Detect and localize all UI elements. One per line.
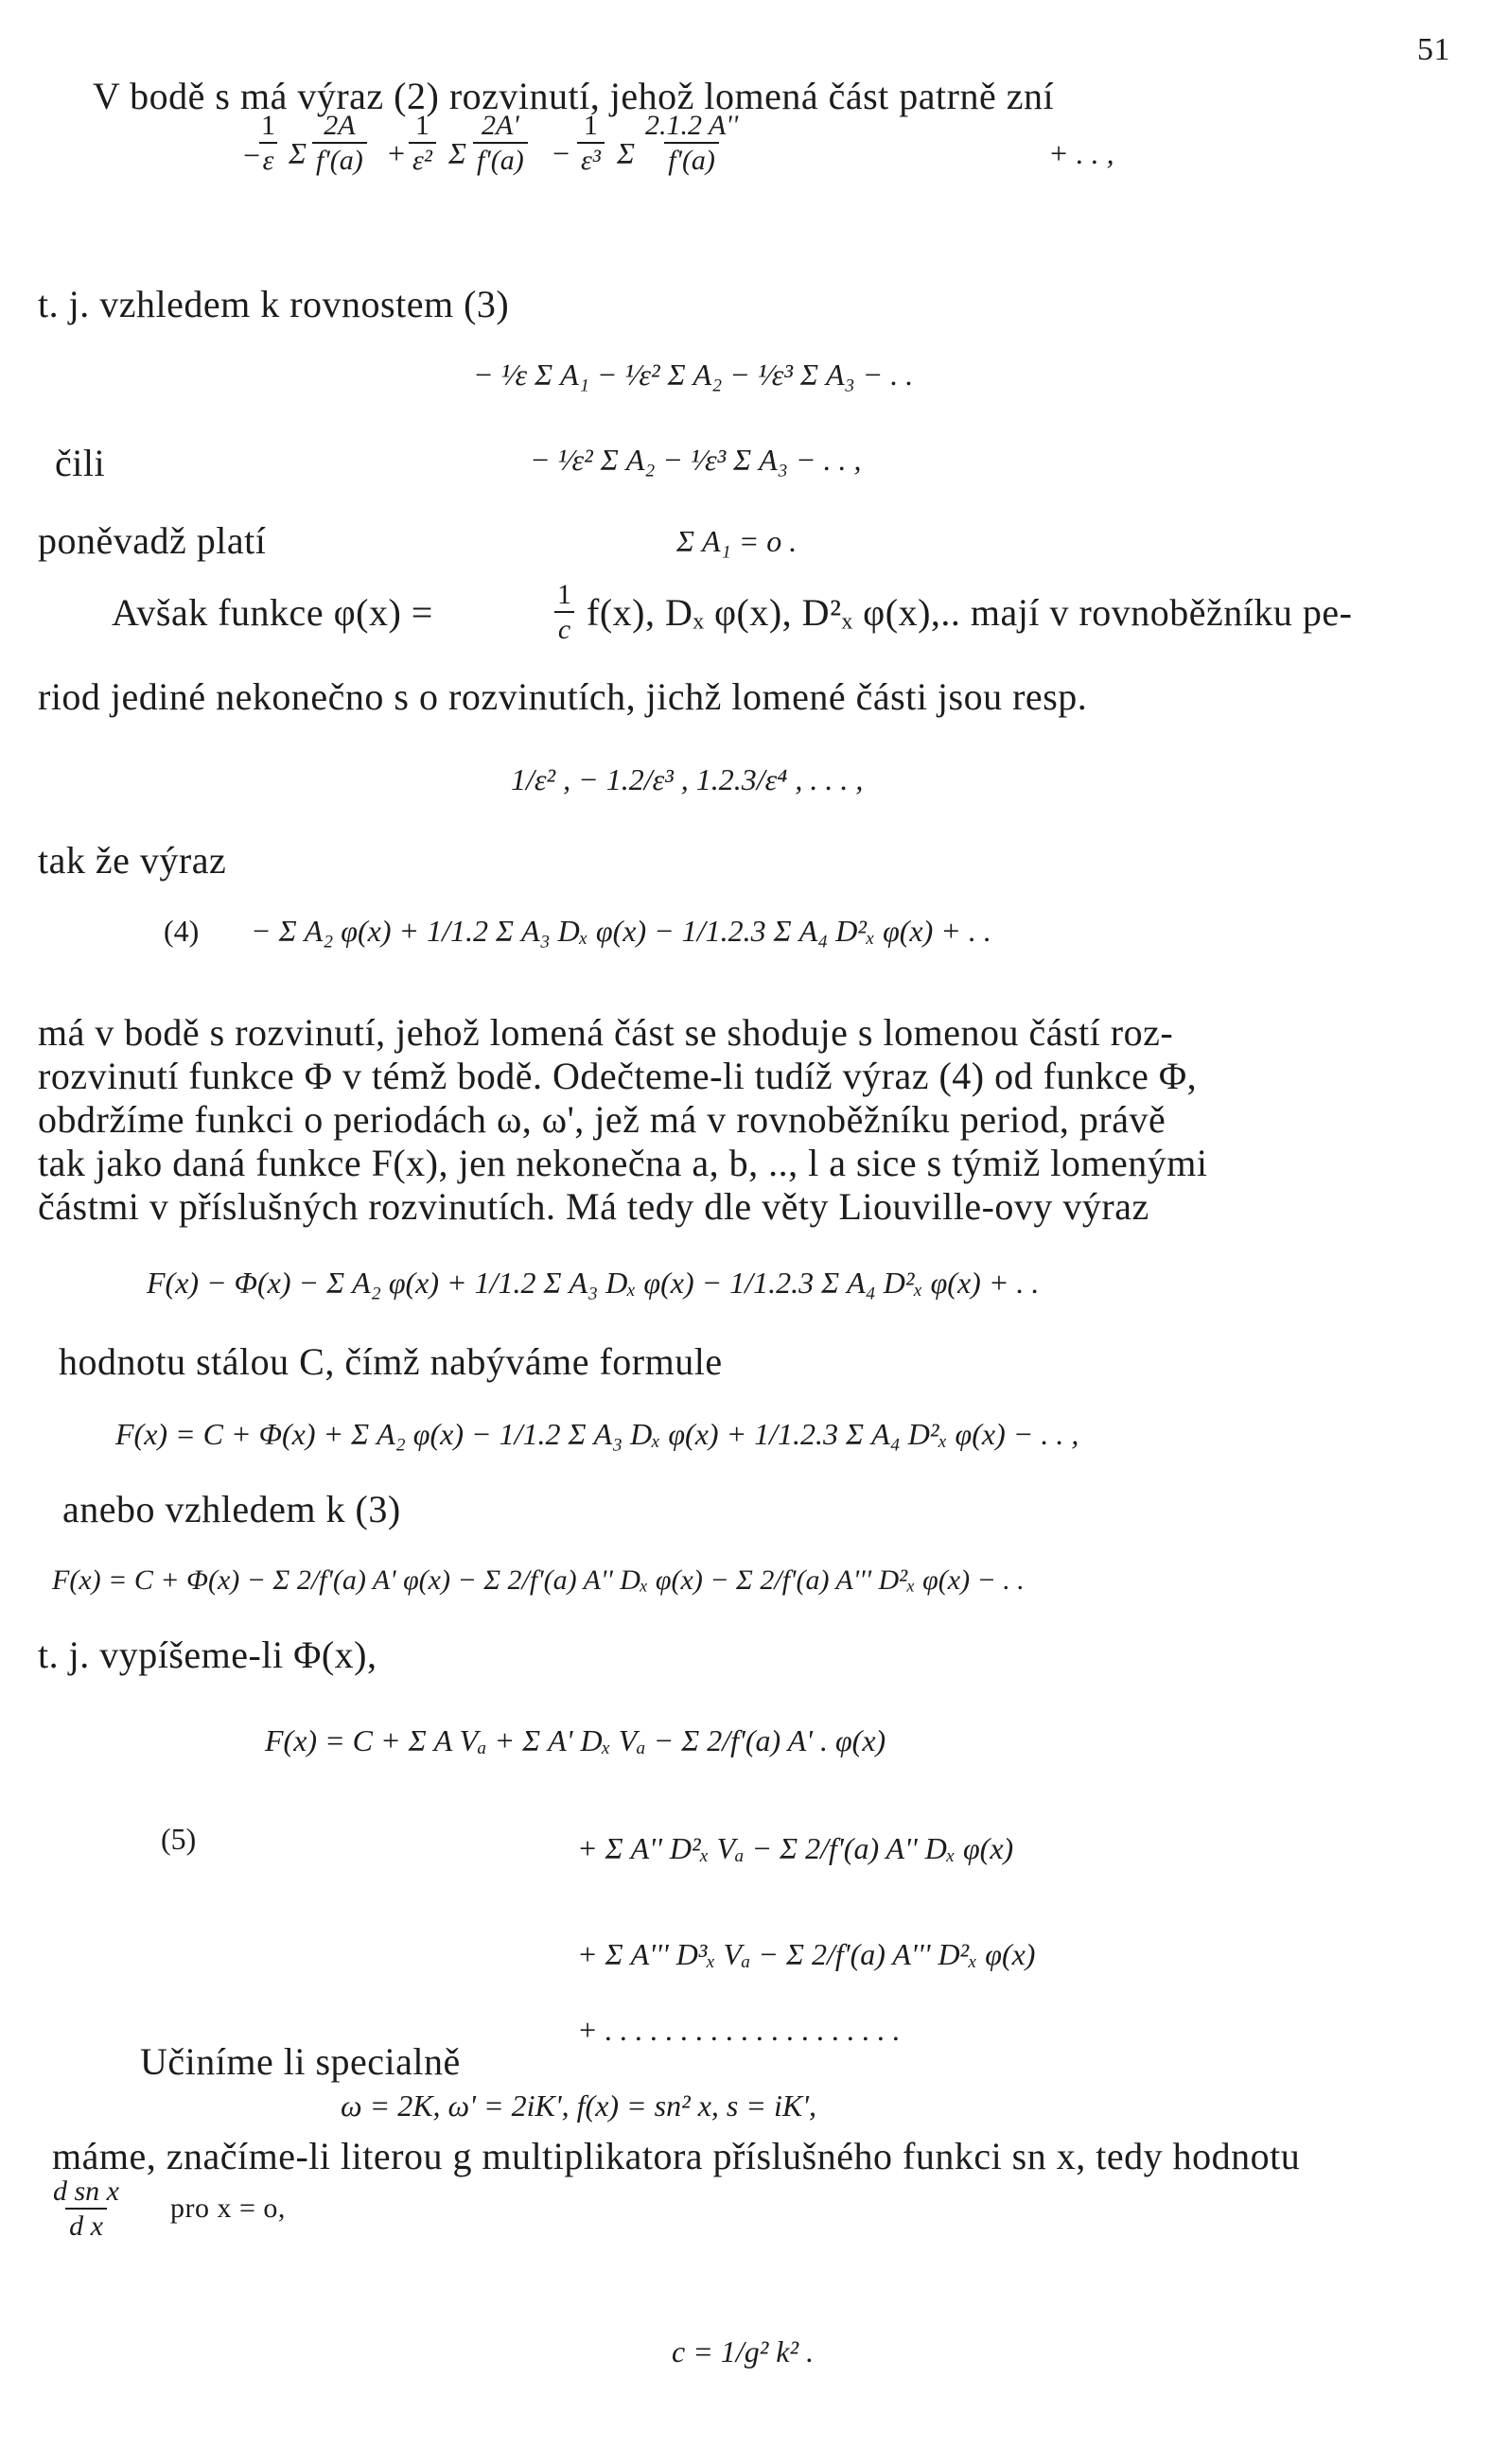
eq5-frac: $\frac{1}{c}$ <box>553 581 575 644</box>
eq10: F(x) = C + Φ(x) − Σ 2/f'(a) A' φ(x) − Σ 2/f'(a) A'' Dₓ φ(x) − Σ 2/f'(a) A''' D²ₓ φ(x) − . . <box>52 1564 1025 1596</box>
eq1-frac-2: $\frac{2A}{f'(a)}$ <box>312 112 367 175</box>
text-line-18: pro x = o, <box>170 2193 286 2224</box>
eq7: − Σ A₂ φ(x) + 1/1.2 Σ A₃ Dₓ φ(x) − 1/1.2.3 Σ A₄ D²ₓ φ(x) + . . <box>251 914 991 948</box>
eq9: F(x) = C + Φ(x) + Σ A₂ φ(x) − 1/1.2 Σ A₃ Dₓ φ(x) + 1/1.2.3 Σ A₄ D²ₓ φ(x) − . . , <box>115 1417 1079 1451</box>
text-line-5b: f(x), Dₓ φ(x), D²ₓ φ(x),.. mají v rovnoběžníku pe- <box>587 591 1353 634</box>
text-line-6: riod jediné nekonečno s o rozvinutích, jichž lomené části jsou resp. <box>38 675 1088 718</box>
eq1-sigma-3: Σ <box>617 136 636 170</box>
eq11-row-1: F(x) = C + Σ A Vₐ + Σ A' Dₓ Vₐ − Σ 2/f'(a) A' . φ(x) <box>265 1723 886 1757</box>
page-number: 51 <box>1417 32 1450 67</box>
text-line-17: máme, značíme-li literou g multiplikatora příslušného funkci sn x, tedy hodnotu <box>52 2135 1301 2177</box>
eq6: 1/ε² , − 1.2/ε³ , 1.2.3/ε⁴ , . . . , <box>511 762 864 796</box>
eq11-row-4: + . . . . . . . . . . . . . . . . . . . . <box>577 2013 901 2047</box>
eq7-label: (4) <box>164 914 200 948</box>
eq11-row-2: + Σ A'' D²ₓ Vₐ − Σ 2/f'(a) A'' Dₓ φ(x) <box>577 1831 1014 1865</box>
eq3: − ¹⁄ε² Σ A₂ − ¹⁄ε³ Σ A₃ − . . , <box>530 443 862 477</box>
eq11-row-3: + Σ A''' D³ₓ Vₐ − Σ 2/f'(a) A''' D²ₓ φ(x) <box>577 1937 1036 1971</box>
eq1-frac-4: $\frac{2A'}{f'(a)}$ <box>473 112 528 175</box>
text-line-9: rozvinutí funkce Φ v témž bodě. Odečteme-li tudíž výraz (4) od funkce Φ, <box>38 1055 1198 1097</box>
text-cili: čili <box>55 442 106 484</box>
eq11-label: (5) <box>161 1822 197 1856</box>
eq1-frac-3: $\frac{1}{\text{ε²}}$ <box>409 112 436 175</box>
eq1-frac-1: $\frac{1}{\varepsilon}$ <box>257 112 279 175</box>
text-line-14: anebo vzhledem k (3) <box>62 1488 401 1530</box>
eq13-derivative: $\frac{\text{d sn x}}{\text{d x}}$ <box>53 2176 119 2242</box>
eq1-plus: + <box>386 136 407 170</box>
eq1-sigma-2: Σ <box>448 136 467 170</box>
eq2: − ¹⁄ε Σ A₁ − ¹⁄ε² Σ A₂ − ¹⁄ε³ Σ A₃ − . . <box>473 358 914 392</box>
text-line-13: hodnotu stálou C, čímž nabýváme formule <box>59 1340 723 1383</box>
text-line-12: částmi v příslušných rozvinutích. Má tedy dle věty Liouville-ovy výraz <box>38 1185 1149 1228</box>
eq12: ω = 2K, ω' = 2iK', f(x) = sn² x, s = iK', <box>341 2088 817 2123</box>
text-ponevadz: poněvadž platí <box>38 519 267 562</box>
text-line-11: tak jako daná funkce F(x), jen nekonečna a, b, .., l a sice s týmiž lomenými <box>38 1142 1208 1184</box>
eq1-sigma-1: Σ <box>289 136 307 170</box>
eq1-frac-6: $\frac{2.1.2 A''}{f'(a)}$ <box>645 110 739 176</box>
text-line-2: t. j. vzhledem k rovnostem (3) <box>38 283 510 325</box>
eq1-frac-5: $\frac{1}{\text{ε³}}$ <box>577 112 605 175</box>
text-line-16: Učiníme li specialně <box>140 2040 461 2083</box>
text-line-8: má v bodě s rozvinutí, jehož lomená část se shoduje s lomenou částí roz- <box>38 1011 1174 1054</box>
eq1-tail: + . . , <box>1048 136 1114 170</box>
eq1-minus-2: − <box>551 136 571 170</box>
text-line-5a: Avšak funkce φ(x) = <box>112 591 433 634</box>
eq4: Σ A₁ = o . <box>676 524 798 558</box>
eq8: F(x) − Φ(x) − Σ A₂ φ(x) + 1/1.2 Σ A₃ Dₓ φ(x) − 1/1.2.3 Σ A₄ D²ₓ φ(x) + . . <box>147 1266 1040 1300</box>
eq1-minus: − <box>241 138 262 172</box>
text-line-7: tak že výraz <box>38 839 227 882</box>
eq14: c = 1/g² k² . <box>672 2334 815 2368</box>
text-line-1: V bodě s má výraz (2) rozvinutí, jehož lomená část patrně zní <box>93 75 1055 117</box>
text-line-10: obdržíme funkci o periodách ω, ω', jež má v rovnoběžníku period, právě <box>38 1098 1166 1141</box>
text-line-15: t. j. vypíšeme-li Φ(x), <box>38 1634 377 1676</box>
